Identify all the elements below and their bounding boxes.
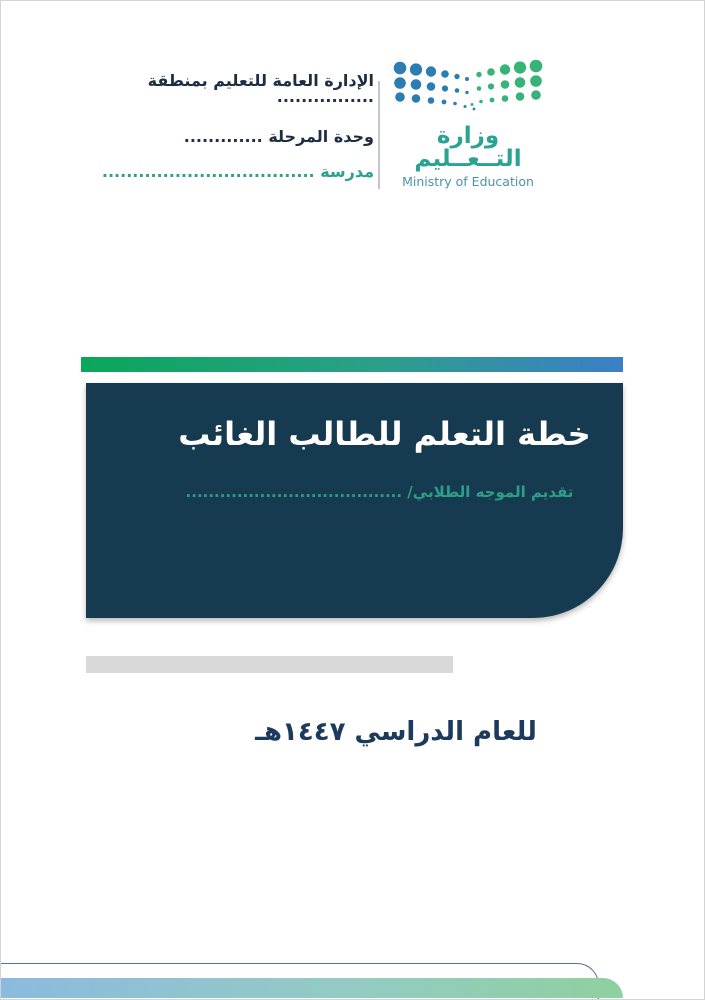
document-title: خطة التعلم للطالب الغائب: [178, 415, 591, 453]
banner-gradient-strip: [81, 357, 623, 372]
ministry-logo: [390, 59, 546, 189]
ministry-name-arabic: وزارة التــعــليم: [414, 123, 522, 172]
ministry-logo-dots-icon: [392, 59, 544, 115]
header-divider: [378, 81, 380, 189]
unit-line: وحدة المرحلة .............: [183, 127, 374, 146]
school-line: مدرسة ...................................: [101, 162, 374, 181]
title-banner-panel: [86, 383, 623, 618]
title-banner-content: [86, 383, 623, 501]
presenter-line: تقديم الموجه الطلابي/ ......................................: [185, 483, 574, 502]
header-text-block: [49, 73, 374, 180]
ministry-name-english: Ministry of Education: [402, 174, 534, 189]
gray-separator-bar: [86, 656, 453, 673]
academic-year-line: للعام الدراسي ١٤٤٧هـ: [255, 717, 537, 747]
admin-line: الإدارة العامة للتعليم بمنطقة ................: [147, 71, 374, 106]
bottom-gradient-bar: [1, 978, 623, 998]
